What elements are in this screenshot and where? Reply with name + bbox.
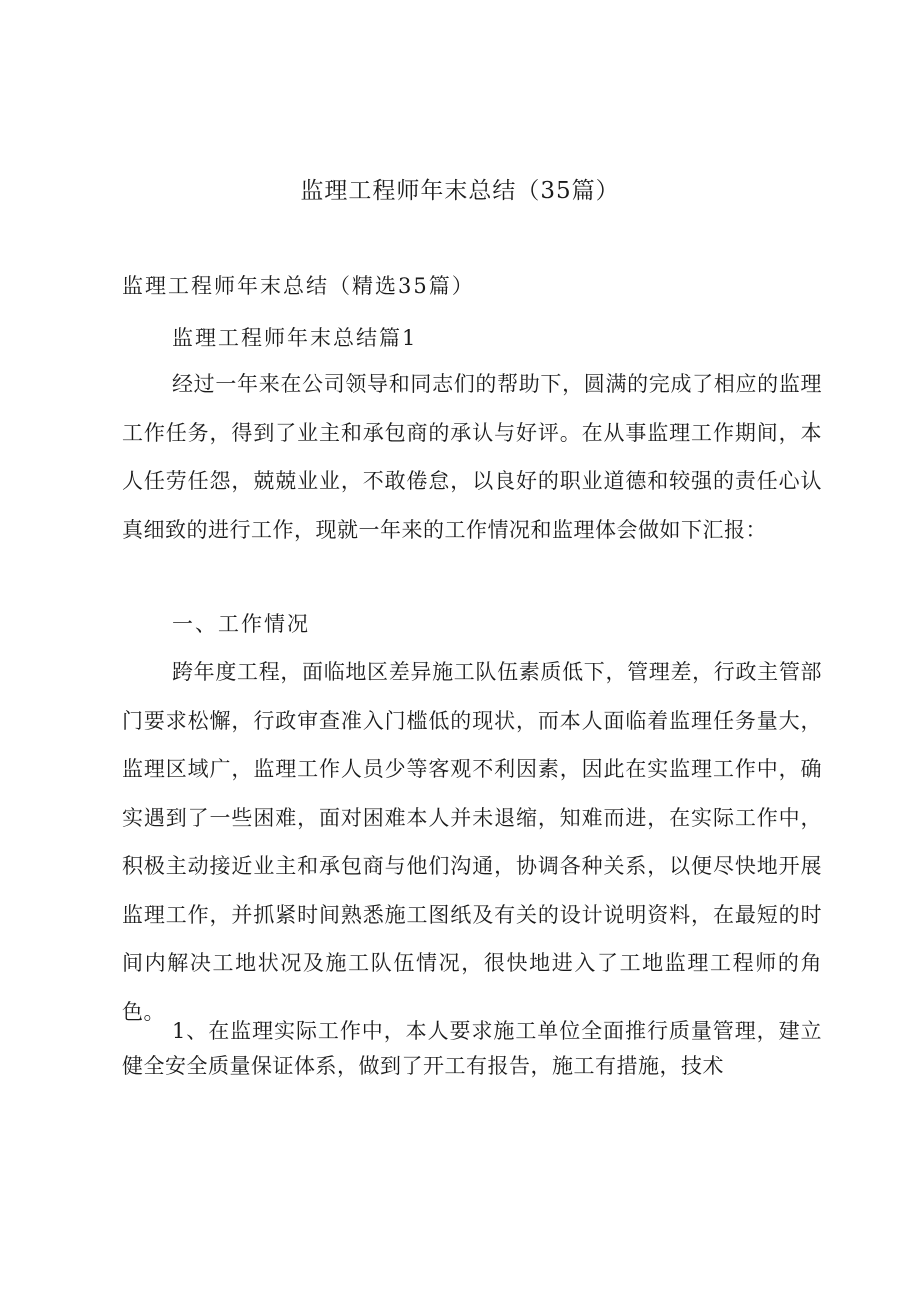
sub-heading-work-status: 一、工作情况 bbox=[172, 612, 310, 636]
paragraph-intro: 经过一年来在公司领导和同志们的帮助下，圆满的完成了相应的监理工作任务，得到了业主和承包商的承认与好评。在从事监理工作期间，本人任劳任怨，兢兢业业，不敢倦怠，以良好的职业道德和较强的责任心认真细致的进行工作，现就一年来的工作情况和监理体会做如下汇报： bbox=[122, 372, 822, 542]
document-subtitle: 监理工程师年末总结（精选35篇） bbox=[122, 274, 475, 298]
paragraph-work-status: 跨年度工程，面临地区差异施工队伍素质低下，管理差，行政主管部门要求松懈，行政审查准入门槛低的现状，而本人面临着监理任务量大，监理区域广，监理工作人员少等客观不利因素，因此在实监理工作中，确实遇到了一些困难，面对困难本人并未退缩，知难而进，在实际工作中，积极主动接近业主和承包商与他们沟通，协调各种关系，以便尽快地开展监理工作，并抓紧时间熟悉施工图纸及有关的设计说明资料，在最短的时间内解决工地状况及施工队伍情况，很快地进入了工地监理工程师的角色。 bbox=[122, 660, 822, 1024]
document-title: 监理工程师年末总结（35篇） bbox=[300, 178, 620, 204]
section-heading: 监理工程师年末总结篇1 bbox=[172, 326, 418, 350]
paragraph-item-1: 1、在监理实际工作中，本人要求施工单位全面推行质量管理，建立健全安全质量保证体系，做到了开工有报告，施工有措施，技术 bbox=[122, 1019, 822, 1078]
